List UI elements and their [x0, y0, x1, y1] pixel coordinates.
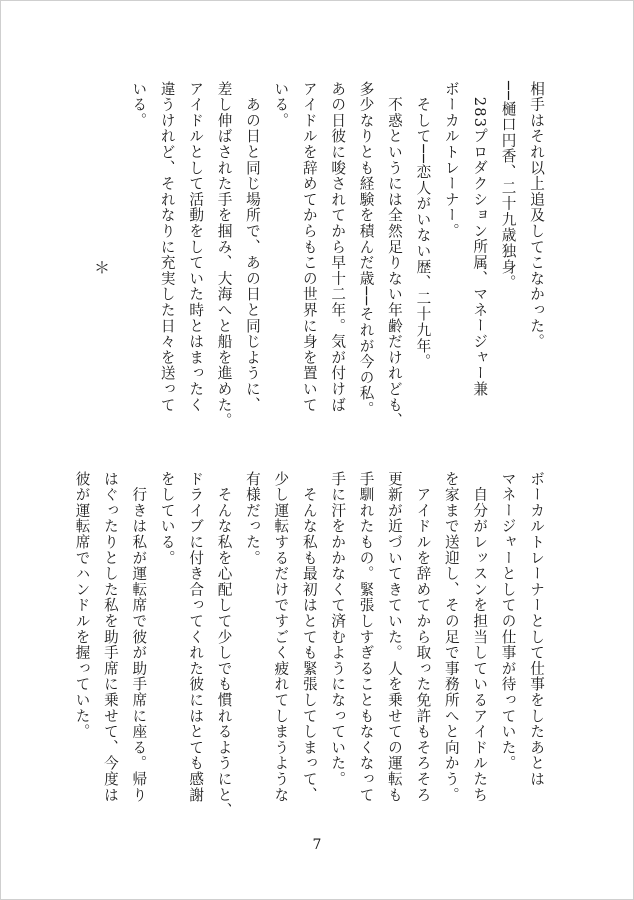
- text-line: を家まで送迎し、その足で事務所へと向かう。: [442, 471, 460, 803]
- text-line: アイドルを辞めてから取った免許もそろそろ: [414, 471, 432, 803]
- text-line: そして──恋人がいない歴、二十九年。: [414, 81, 432, 370]
- text-line: 彼が運転席でハンドルを握っていた。: [73, 471, 91, 740]
- text-line: あの日彼に唆されてから早十二年。気が付けば: [329, 81, 347, 413]
- page-number: 7: [312, 837, 322, 853]
- text-line: いる。: [130, 81, 148, 129]
- text-line: 不惑というには全然足りない年齢だけれども、: [385, 81, 403, 429]
- text-line: ボーカルトレーナーとして仕事をしたあとは: [528, 471, 545, 787]
- text-line: 手に汗をかかなくて済むようになっていた。: [329, 471, 347, 787]
- text-line: そんな私を心配して少しでも慣れるようにと、: [215, 471, 233, 819]
- text-line: 差し伸ばされた手を掴み、大海へと船を進めた。: [215, 81, 233, 429]
- text-line: 有様だった。: [243, 471, 261, 566]
- text-line: 違うけれど、それなりに充実した日々を送って: [158, 81, 176, 413]
- text-line: 少し運転するだけですごく疲れてしまうような: [272, 471, 290, 803]
- text-line: 283プロダクション所属、マネージャー兼: [471, 81, 489, 397]
- text-line: あの日と同じ場所で、あの日と同じように、: [243, 81, 261, 413]
- text-line: 更新が近づいてきていた。人を乗せての運転も: [385, 471, 403, 803]
- text-line: マネージャーとしての仕事が待っていた。: [499, 471, 517, 772]
- text-line: 多少なりとも経験を積んだ歳──それが今の私。: [357, 81, 375, 417]
- lower-text-block: [73, 471, 550, 819]
- upper-text-block: [130, 81, 550, 461]
- text-line: ──樋口円香、二十九歳独身。: [499, 81, 517, 291]
- text-line: アイドルとして活動をしていた時とはまったく: [187, 81, 205, 413]
- text-line: ドライブに付き合ってくれた彼にはとても感謝: [187, 471, 205, 803]
- text-line: ボーカルトレーナー。: [442, 81, 460, 239]
- text-line: 相手はそれ以上追及してこなかった。: [528, 81, 545, 350]
- text-line: をしている。: [158, 471, 176, 566]
- text-line: 行きは私が運転席で彼が助手席に座る。帰り: [130, 471, 148, 803]
- text-line: そんな私も最初はとても緊張してしまって、: [300, 471, 318, 803]
- text-line: 自分がレッスンを担当しているアイドルたち: [471, 471, 489, 803]
- scene-break-asterisk: ＊: [94, 258, 111, 277]
- text-line: 手馴れたもの。緊張しすぎることもなくなって: [357, 471, 375, 803]
- text-line: アイドルを辞めてからもこの世界に身を置いて: [300, 81, 318, 413]
- text-line: いる。: [272, 81, 290, 129]
- text-line: はぐったりとした私を助手席に乗せて、今度は: [101, 471, 119, 803]
